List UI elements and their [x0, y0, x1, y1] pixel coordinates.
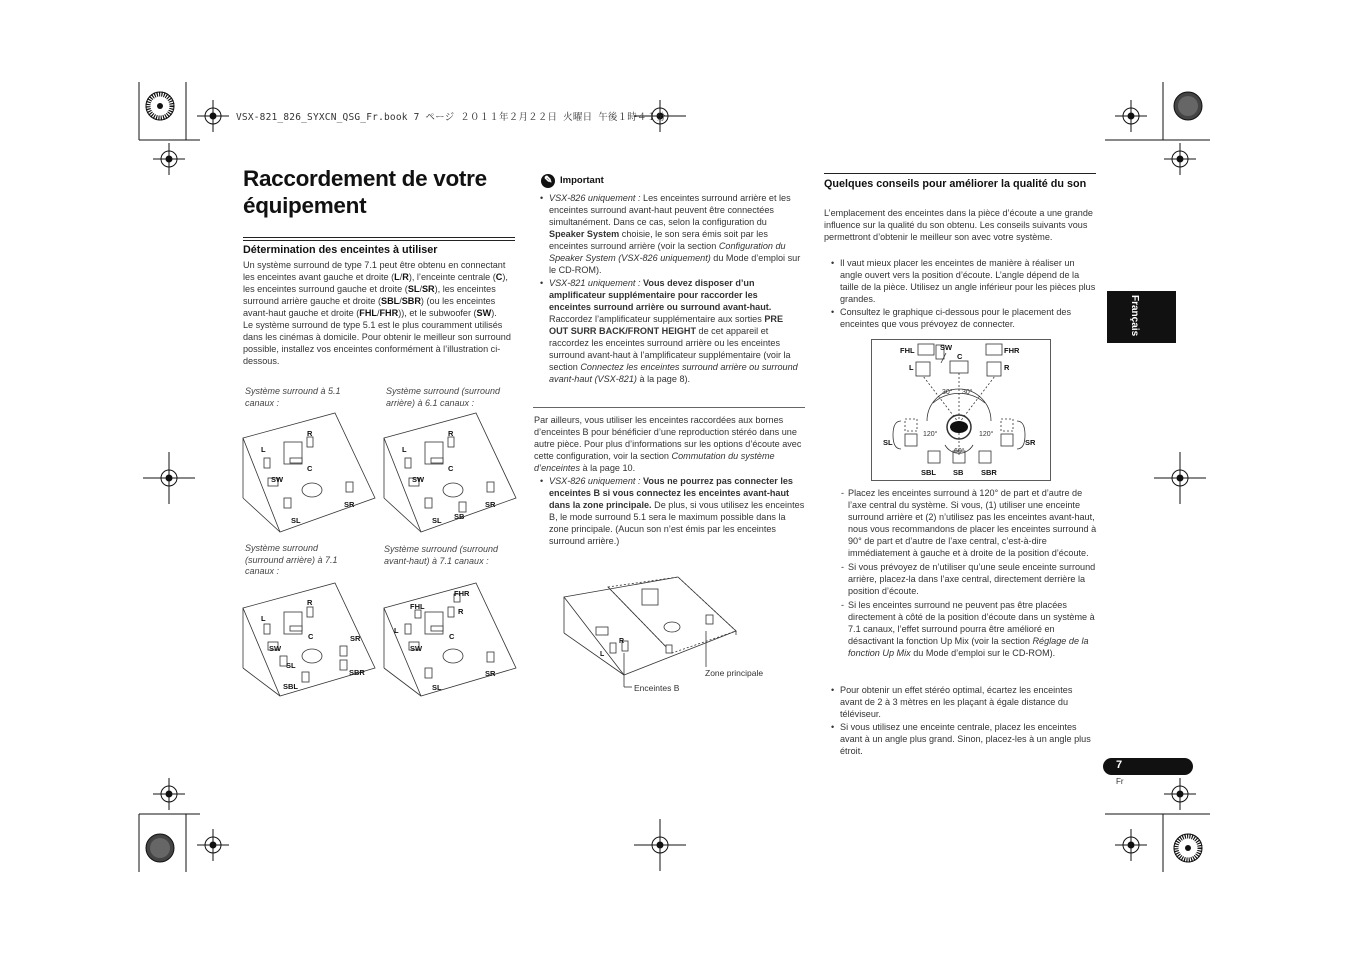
- label-C: C: [957, 352, 963, 361]
- label-SL: SL: [883, 438, 893, 447]
- label-SW: SW: [269, 644, 282, 653]
- label-SBL: SBL: [283, 682, 298, 691]
- tip-dash: - Si les enceintes surround ne peuvent pas être placées directement à côté de la position d’écoute dans un système à 7.1 canaux, l’effet surround pourra être amélioré en désactivant la fonction Up Mix (voir la section Réglage de la fonction Up Mix du Mode d’emploi sur le CD-ROM).: [841, 599, 1097, 659]
- room-diagram-6-1: [381, 410, 521, 535]
- label-FHL: FHL: [410, 602, 425, 611]
- zone-b-label: Enceintes B: [634, 683, 680, 693]
- label-L: L: [261, 614, 266, 623]
- angle-30-left: 30°: [942, 389, 953, 396]
- label-L: L: [600, 651, 605, 658]
- section-rule: [243, 237, 515, 238]
- language-tab: Français: [1107, 291, 1176, 343]
- label-FHR: FHR: [1004, 346, 1020, 355]
- section-rule: [824, 173, 1096, 174]
- label-SBR: SBR: [349, 668, 365, 677]
- tip-bullet: • Consultez le graphique ci-dessous pour le placement des enceintes que vous prévoyez de connecter.: [831, 306, 1096, 330]
- label-L: L: [909, 363, 914, 372]
- page-number: 7: [1116, 759, 1123, 771]
- label-SL: SL: [432, 516, 442, 525]
- tips-intro: L’emplacement des enceintes dans la pièce d’écoute a une grande influence sur la qualité du son obtenu. Les conseils suivants vous permettront d’obtenir le meilleur son avec votre système.: [824, 208, 1093, 242]
- tip-bullet: • Si vous utilisez une enceinte centrale, placez les enceintes avant à un angle plus grand. Sinon, placez-les à un angle plus étroit.: [831, 721, 1096, 757]
- label-SB: SB: [454, 512, 465, 521]
- label-SW: SW: [410, 644, 423, 653]
- caption-5-1: Système surround à 5.1 canaux :: [245, 386, 341, 408]
- tip-dash: - Si vous prévoyez de n’utiliser qu’une seule enceinte surround arrière, placez-la dans l’axe central, directement derrière la position d’écoute.: [841, 561, 1097, 597]
- speaker-placement-diagram: [871, 339, 1051, 481]
- label-SR: SR: [485, 500, 496, 509]
- label-R: R: [458, 607, 464, 616]
- tip-dash: - Placez les enceintes surround à 120° de part et d’autre de l’axe central du système. Si vous, (1) utiliser une enceinte surround arrière et (2) n’utilisez pas les enceintes avant-haut, nous vous recommandons de placer les enceintes surround à 90° de part et d’autre de l’axe central, c’est-à-dire immédiatement à gauche et à droite de la position d’écoute.: [841, 487, 1097, 559]
- label-R: R: [307, 429, 313, 438]
- angle-60: 60°: [954, 448, 965, 455]
- tip-bullet: • Il vaut mieux placer les enceintes de manière à réaliser un angle ouvert vers la position d’écoute. L’angle dépend de la taille de la pièce. Utilisez un angle inférieur pour les pièces plus grandes.: [831, 257, 1096, 305]
- angle-120-right: 120°: [979, 431, 994, 438]
- label-FHL: FHL: [900, 346, 915, 355]
- important-bullet: • VSX-821 uniquement : Vous devez disposer d’un amplificateur supplémentaire pour raccorder les enceintes surround arrière ou surround avant-haut. Raccordez l’amplificateur supplémentaire aux sorties PRE OUT SURR BACK/FRONT HEIGHT de cet appareil et raccordez les enceintes surround arrière ou les enceintes surround avant-haut à l’amplificateur supplémentaire (voir la section Connectez les enceintes surround arrière ou surround avant-haut (VSX-821) à la page 8).: [540, 277, 802, 385]
- label-SB: SB: [953, 468, 964, 477]
- file-header: VSX-821_826_SYXCN_QSG_Fr.book 7 ページ ２０１１年２月２２日 火曜日 午後１時４１分: [236, 112, 667, 123]
- label-SL: SL: [432, 683, 442, 692]
- label-R: R: [1004, 363, 1010, 372]
- important-bullet: • VSX-826 uniquement : Les enceintes surround arrière et les enceintes surround avant-haut peuvent être connectées simultanément. Dans ce cas, selon la configuration du Speaker System choisie, le son sera émis soit par les enceintes surround arrière (voir la section Configuration du Speaker System (VSX-826 uniquement) du Mode d’emploi sur le CD-ROM).: [540, 192, 802, 276]
- room-diagram-7-1-fh: [381, 580, 521, 698]
- label-SBL: SBL: [921, 468, 936, 477]
- zone-main-label: Zone principale: [705, 668, 764, 678]
- section-paragraph: Un système surround de type 7.1 peut être obtenu en connectant les enceintes avant gauche et droite (L/R), l’enceinte centrale (C), les enceintes surround gauche et droite (SL/SR), les enceintes surround arrière gauche et droite (SBL/SBR) (ou les enceintes avant-haut gauche et droite (FHL/FHR)), et le subwoofer (SW). Le système surround de type 5.1 est le plus couramment utilisés dans les cinémas à domicile. Pour obtenir le meilleur son surround possible, installez vos enceintes conformément à l’illustration ci-dessous.: [243, 260, 511, 366]
- label-C: C: [448, 464, 454, 473]
- label-L: L: [402, 445, 407, 454]
- tips-dash-list: [841, 487, 1097, 661]
- label-R: R: [448, 429, 454, 438]
- zone-b-bullet: • VSX-826 uniquement : Vous ne pourrez pas connecter les enceintes B si vous connectez les enceintes avant-haut dans la zone principale. De plus, si vous utilisez les enceintes B, le mode surround 5.1 sera le maximum possible dans la zone principale. (Aucun son n’est émis par les enceintes surround arrière.): [540, 475, 807, 547]
- section-rule: [243, 240, 515, 241]
- label-SR: SR: [344, 500, 355, 509]
- divider: [533, 407, 805, 408]
- label-SR: SR: [1025, 438, 1036, 447]
- angle-30-right: 30°: [962, 389, 973, 396]
- label-SBR: SBR: [981, 468, 997, 477]
- tip-bullet: • Pour obtenir un effet stéréo optimal, écartez les enceintes avant de 2 à 3 mètres en les plaçant à égale distance du téléviseur.: [831, 684, 1096, 720]
- label-L: L: [261, 445, 266, 454]
- page-title: Raccordement de votre équipement: [243, 166, 487, 218]
- tips-list-2: [831, 684, 1096, 758]
- label-SW: SW: [271, 475, 284, 484]
- room-diagram-7-1-sb: [240, 580, 380, 698]
- label-SR: SR: [350, 634, 361, 643]
- section-heading: Quelques conseils pour améliorer la qualité du son: [824, 178, 1087, 190]
- important-label: Important: [560, 175, 604, 186]
- label-C: C: [449, 632, 455, 641]
- tips-list-1: [831, 257, 1096, 331]
- zone-b-paragraph: Par ailleurs, vous utiliser les enceintes raccordées aux bornes d’enceintes B pour bénéficier d’une reproduction stéréo dans une autre pièce. Pour plus d’informations sur les options d’écoute avec cette configuration, voir la section Commutation du système d’enceintes à la page 10.: [534, 415, 802, 473]
- room-diagram-5-1: [240, 410, 380, 535]
- label-SW: SW: [940, 343, 953, 352]
- label-C: C: [308, 632, 314, 641]
- label-L: L: [394, 626, 399, 635]
- important-list: [540, 192, 802, 386]
- label-SW: SW: [412, 475, 425, 484]
- label-FHR: FHR: [454, 589, 470, 598]
- caption-7-1-sb: Système surround (surround arrière) à 7.1 canaux :: [245, 543, 338, 576]
- label-R: R: [619, 638, 625, 645]
- section-heading: Détermination des enceintes à utiliser: [243, 244, 438, 256]
- zone-diagram: [560, 575, 780, 700]
- caption-6-1: Système surround (surround arrière) à 6.1 canaux :: [386, 386, 501, 408]
- label-SR: SR: [485, 669, 496, 678]
- important-icon: ✎: [541, 174, 555, 188]
- angle-120-left: 120°: [923, 431, 938, 438]
- label-SL: SL: [291, 516, 301, 525]
- zone-b-list: [540, 475, 807, 548]
- label-R: R: [307, 598, 313, 607]
- caption-7-1-fh: Système surround (surround avant-haut) à 7.1 canaux :: [384, 544, 499, 566]
- label-SL: SL: [286, 661, 296, 670]
- page-language: Fr: [1116, 777, 1124, 786]
- label-C: C: [307, 464, 313, 473]
